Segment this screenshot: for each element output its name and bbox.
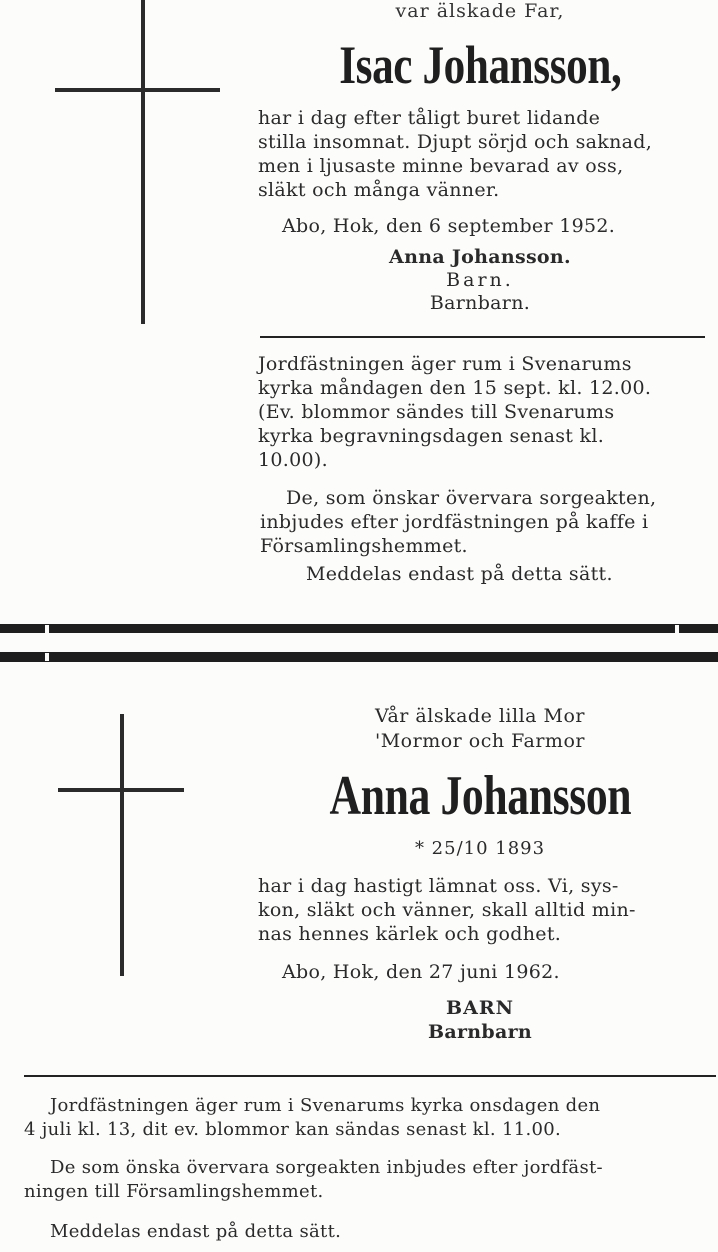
funeral-info — [258, 352, 706, 472]
place-date: Abo, Hok, den 6 september 1952. — [282, 215, 616, 237]
closing-text: Meddelas endast på detta sätt. — [306, 563, 613, 585]
funeral-info — [24, 1094, 601, 1142]
notice-1-heading: var älskade Far, — [395, 0, 565, 22]
text-line: har i dag efter tåligt buret lidande — [258, 107, 601, 129]
coffee-info — [24, 1156, 603, 1204]
text-line: 4 juli kl. 13, dit ev. blommor kan sändas senast kl. 11.00. — [24, 1119, 562, 1140]
text-line: inbjudes efter jordfästningen på kaffe i — [260, 511, 649, 533]
text-line: (Ev. blommor sändes till Svenarums — [258, 401, 615, 423]
text-line: har i dag hastigt lämnat oss. Vi, sys- — [258, 875, 619, 897]
signer: Anna Johansson. — [389, 246, 571, 268]
deceased-name: Isac Johansson, — [338, 35, 622, 95]
text-line: stilla insomnat. Djupt sörjd och saknad, — [258, 131, 653, 153]
text-line: De som önska övervara sorgeakten inbjudes efter jordfäst- — [50, 1157, 603, 1178]
text-line: Jordfästningen äger rum i Svenarums kyrka onsdagen den — [50, 1095, 601, 1116]
signers — [380, 246, 580, 315]
text-line: nas hennes kärlek och godhet. — [258, 923, 562, 945]
text-line: kyrka begravningsdagen senast kl. — [258, 425, 605, 447]
text-line: släkt och många vänner. — [258, 179, 500, 201]
birth-date: * 25/10 1893 — [414, 838, 546, 859]
heading-line: 'Mormor och Farmor — [375, 730, 585, 752]
text-line: kon, släkt och vänner, skall alltid min- — [258, 899, 636, 921]
signer: Barnbarn — [427, 1021, 532, 1043]
text-line: ningen till Församlingshemmet. — [24, 1181, 324, 1202]
coffee-info — [260, 486, 708, 558]
signer: Barnbarn. — [429, 292, 531, 314]
notice-2-text — [258, 874, 706, 946]
text-line: Jordfästningen äger rum i Svenarums — [258, 353, 632, 375]
signer: BARN — [446, 997, 514, 1019]
notice-2-heading — [270, 704, 690, 754]
signers — [380, 996, 580, 1044]
divider — [260, 336, 705, 338]
divider — [24, 1075, 716, 1077]
heading-line: Vår älskade lilla Mor — [374, 705, 586, 727]
place-date: Abo, Hok, den 27 juni 1962. — [282, 961, 560, 983]
text-line: 10.00). — [258, 449, 328, 471]
closing-text: Meddelas endast på detta sätt. — [50, 1221, 342, 1242]
signer: Barn. — [446, 269, 514, 291]
text-line: Församlingshemmet. — [260, 535, 468, 557]
text-line: kyrka måndagen den 15 sept. kl. 12.00. — [258, 377, 652, 399]
notice-1-text — [258, 106, 706, 202]
text-line: De, som önskar övervara sorgeakten, — [286, 487, 657, 509]
text-line: men i ljusaste minne bevarad av oss, — [258, 155, 624, 177]
deceased-name: Anna Johansson — [329, 765, 631, 827]
